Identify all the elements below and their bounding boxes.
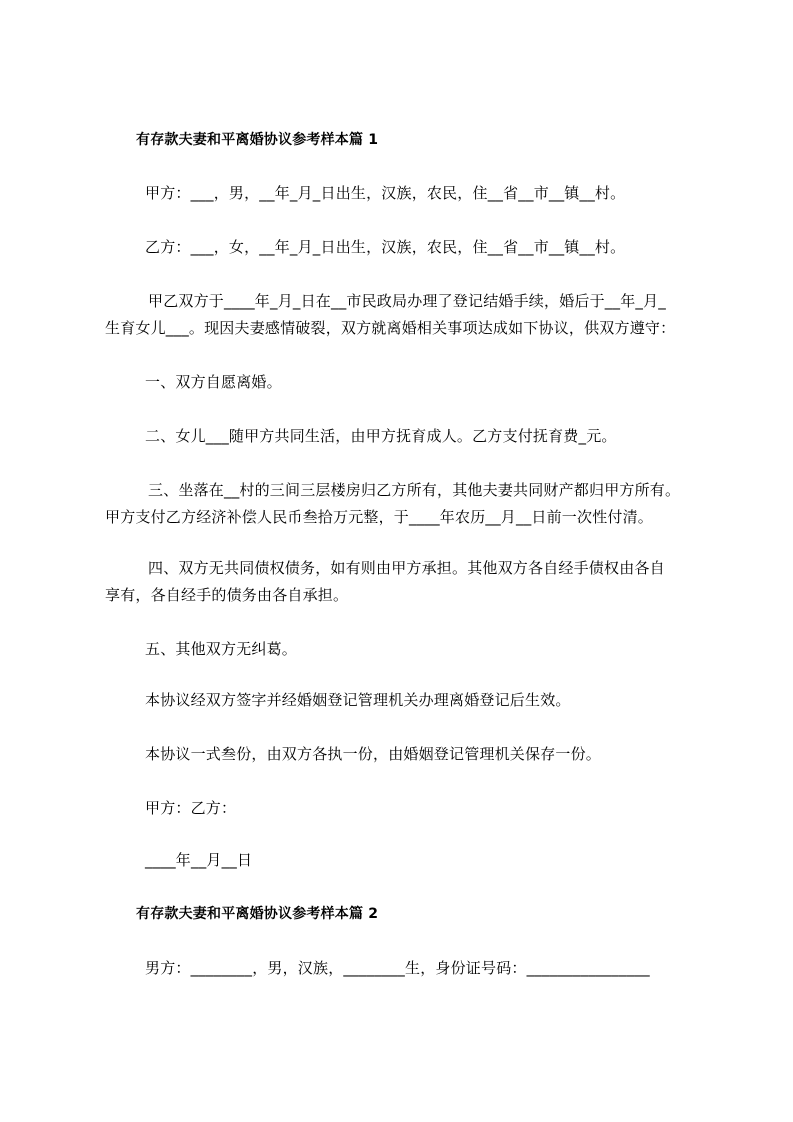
male-party-line: 男方：________，男，汉族，________生，身份证号码：________________: [145, 959, 650, 977]
clause-4-line-2: 享有，各自经手的债务由各自承担。: [105, 586, 349, 604]
preamble-line-1: 甲乙双方于____年_月_日在__市民政局办理了登记结婚手续，婚后于__年_月_: [148, 292, 667, 310]
preamble-line-2: 生育女儿___。现因夫妻感情破裂，双方就离婚相关事项达成如下协议，供双方遵守：: [105, 319, 676, 337]
section1-heading: 有存款夫妻和平离婚协议参考样本篇 1: [136, 132, 379, 148]
clause-3-line-1: 三、坐落在__村的三间三层楼房归乙方所有，其他夫妻共同财产都归甲方所有。: [148, 481, 681, 499]
clause-1: 一、双方自愿离婚。: [145, 373, 282, 391]
party-b-line: 乙方：___，女，__年_月_日出生，汉族，农民，住__省__市__镇__村。: [145, 238, 626, 256]
signature-line: 甲方：乙方：: [145, 799, 237, 817]
section2-heading: 有存款夫妻和平离婚协议参考样本篇 2: [136, 906, 379, 922]
clause-5: 五、其他双方无纠葛。: [145, 640, 298, 658]
copies-clause: 本协议一式叁份，由双方各执一份，由婚姻登记管理机关保存一份。: [145, 745, 602, 763]
clause-2: 二、女儿___随甲方共同生活，由甲方抚育成人。乙方支付抚育费_元。: [145, 427, 617, 445]
effect-clause: 本协议经双方签字并经婚姻登记管理机关办理离婚登记后生效。: [145, 691, 571, 709]
date-line: ____年__月__日: [145, 851, 253, 869]
party-a-line: 甲方：___，男，__年_月_日出生，汉族，农民，住__省__市__镇__村。: [145, 184, 626, 202]
clause-3-line-2: 甲方支付乙方经济补偿人民币叁拾万元整，于____年农历__月__日前一次性付清。: [105, 508, 654, 526]
clause-4-line-1: 四、双方无共同债权债务，如有则由甲方承担。其他双方各自经手债权由各自: [148, 559, 665, 577]
